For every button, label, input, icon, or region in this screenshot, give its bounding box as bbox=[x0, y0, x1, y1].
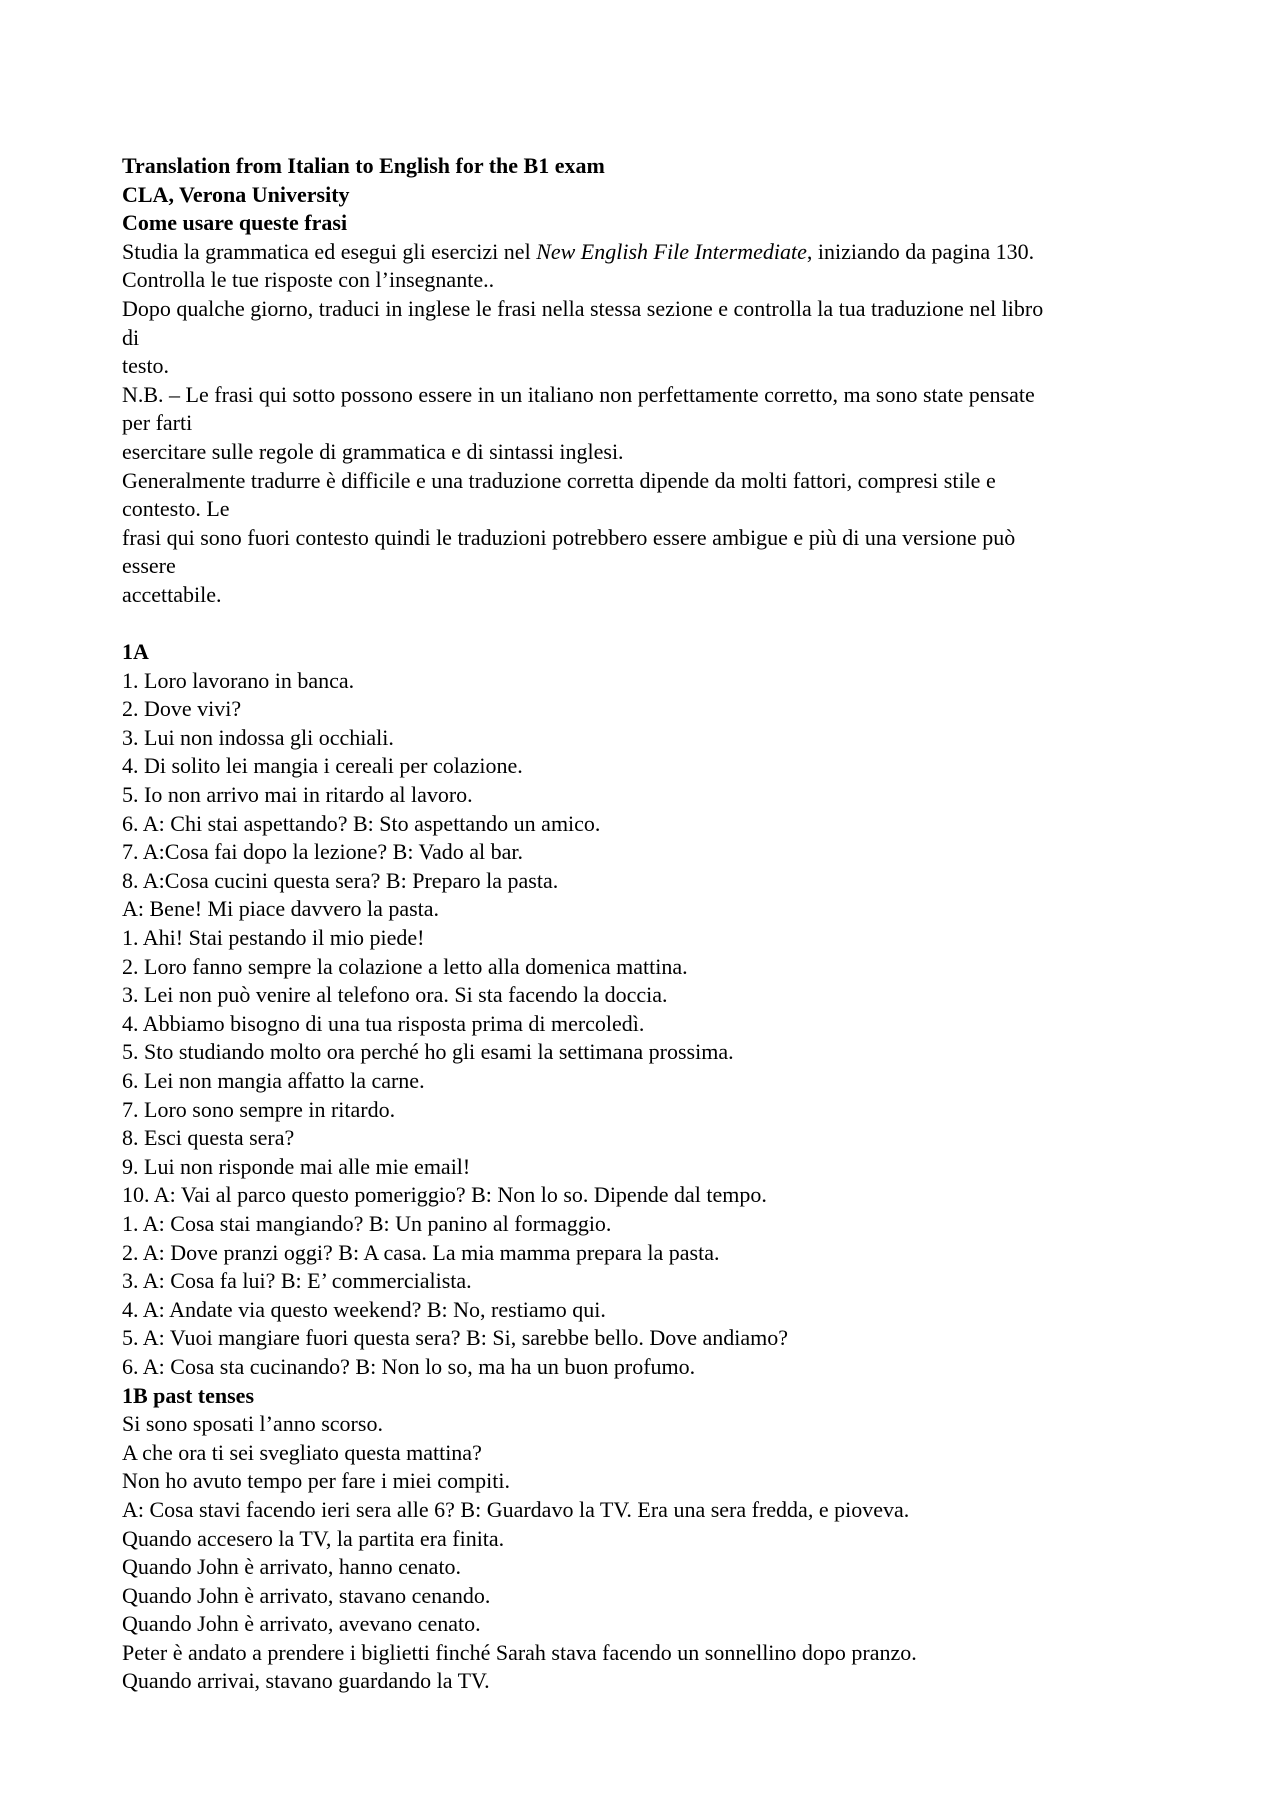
sentence-line: 6. A: Cosa sta cucinando? B: Non lo so, ma ha un buon profumo. bbox=[122, 1353, 696, 1379]
instruction-line: per farti bbox=[122, 410, 193, 436]
sentence-line: 5. Sto studiando molto ora perché ho gli esami la settimana prossima. bbox=[122, 1039, 734, 1065]
institution-name: CLA, Verona University bbox=[122, 181, 350, 207]
instruction-line: N.B. – Le frasi qui sotto possono essere in un italiano non perfettamente corretto, ma sono state pensate bbox=[122, 381, 1035, 407]
document-title: Translation from Italian to English for the B1 exam bbox=[122, 153, 605, 178]
document-page bbox=[122, 152, 1222, 1696]
sentence-list-1a bbox=[122, 667, 1222, 1382]
section-heading-1b: 1B past tenses bbox=[122, 1382, 255, 1408]
sentence-line: 5. A: Vuoi mangiare fuori questa sera? B: Si, sarebbe bello. Dove andiamo? bbox=[122, 1325, 789, 1351]
instructions-heading: Come usare queste frasi bbox=[122, 210, 348, 236]
sentence-line: 5. Io non arrivo mai in ritardo al lavoro. bbox=[122, 782, 473, 808]
instruction-line: testo. bbox=[122, 353, 170, 379]
book-title: New English File Intermediate bbox=[536, 238, 807, 264]
sentence-line: 1. Loro lavorano in banca. bbox=[122, 667, 355, 693]
sentence-line: 2. Loro fanno sempre la colazione a letto alla domenica mattina. bbox=[122, 953, 688, 979]
sentence-line: 4. Di solito lei mangia i cereali per colazione. bbox=[122, 753, 523, 779]
sentence-line: 9. Lui non risponde mai alle mie email! bbox=[122, 1153, 471, 1179]
sentence-line: Quando accesero la TV, la partita era finita. bbox=[122, 1525, 505, 1551]
instruction-line: contesto. Le bbox=[122, 496, 230, 522]
instruction-line: di bbox=[122, 324, 140, 350]
sentence-line: 4. A: Andate via questo weekend? B: No, restiamo qui. bbox=[122, 1296, 606, 1322]
section-heading-1a: 1A bbox=[122, 639, 149, 665]
sentence-line: 1. Ahi! Stai pestando il mio piede! bbox=[122, 925, 425, 951]
sentence-line: A: Bene! Mi piace davvero la pasta. bbox=[122, 896, 440, 922]
sentence-line: Non ho avuto tempo per fare i miei compiti. bbox=[122, 1468, 510, 1494]
sentence-line: A: Cosa stavi facendo ieri sera alle 6? B: Guardavo la TV. Era una sera fredda, e pioveva. bbox=[122, 1496, 910, 1522]
sentence-line: 3. Lui non indossa gli occhiali. bbox=[122, 724, 394, 750]
instruction-line: Controlla le tue risposte con l’insegnante.. bbox=[122, 267, 495, 293]
sentence-line: 6. Lei non mangia affatto la carne. bbox=[122, 1068, 425, 1093]
sentence-line: Peter è andato a prendere i biglietti finché Sarah stava facendo un sonnellino dopo pranzo. bbox=[122, 1639, 917, 1665]
instruction-line: essere bbox=[122, 553, 176, 579]
sentence-line: 7. A:Cosa fai dopo la lezione? B: Vado al bar. bbox=[122, 839, 524, 865]
instruction-text: Studia la grammatica ed esegui gli esercizi nel bbox=[122, 238, 537, 264]
paragraph-spacer bbox=[122, 610, 1222, 639]
sentence-line: 3. A: Cosa fa lui? B: E’ commercialista. bbox=[122, 1268, 472, 1294]
sentence-line: Quando John è arrivato, stavano cenando. bbox=[122, 1582, 491, 1608]
sentence-line: Quando John è arrivato, avevano cenato. bbox=[122, 1611, 481, 1637]
sentence-line: 2. Dove vivi? bbox=[122, 696, 242, 722]
sentence-line: A che ora ti sei svegliato questa mattina? bbox=[122, 1439, 482, 1465]
instruction-line bbox=[122, 238, 1222, 267]
sentence-line: 6. A: Chi stai aspettando? B: Sto aspettando un amico. bbox=[122, 810, 601, 836]
instruction-line: Generalmente tradurre è difficile e una traduzione corretta dipende da molti fattori, compresi stile e bbox=[122, 467, 996, 493]
sentence-line: 8. A:Cosa cucini questa sera? B: Preparo la pasta. bbox=[122, 867, 559, 893]
sentence-line: 7. Loro sono sempre in ritardo. bbox=[122, 1096, 396, 1122]
instruction-line: esercitare sulle regole di grammatica e di sintassi inglesi. bbox=[122, 438, 624, 464]
sentence-line: 3. Lei non può venire al telefono ora. Si sta facendo la doccia. bbox=[122, 982, 668, 1008]
sentence-line: Si sono sposati l’anno scorso. bbox=[122, 1411, 383, 1437]
sentence-line: 8. Esci questa sera? bbox=[122, 1125, 295, 1151]
sentence-line: Quando John è arrivato, hanno cenato. bbox=[122, 1554, 462, 1580]
instruction-text: , iniziando da pagina 130. bbox=[806, 238, 1035, 264]
instruction-line: frasi qui sono fuori contesto quindi le traduzioni potrebbero essere ambigue e più di una versione può bbox=[122, 524, 1016, 550]
sentence-list-1b bbox=[122, 1410, 1222, 1696]
instruction-line: accettabile. bbox=[122, 581, 222, 607]
sentence-line: 1. A: Cosa stai mangiando? B: Un panino al formaggio. bbox=[122, 1210, 612, 1236]
sentence-line: 10. A: Vai al parco questo pomeriggio? B: Non lo so. Dipende dal tempo. bbox=[122, 1182, 767, 1208]
sentence-line: 4. Abbiamo bisogno di una tua risposta prima di mercoledì. bbox=[122, 1010, 645, 1036]
sentence-line: 2. A: Dove pranzi oggi? B: A casa. La mia mamma prepara la pasta. bbox=[122, 1239, 720, 1265]
sentence-line: Quando arrivai, stavano guardando la TV. bbox=[122, 1668, 490, 1694]
instruction-line: Dopo qualche giorno, traduci in inglese le frasi nella stessa sezione e controlla la tua traduzione nel libro bbox=[122, 295, 1044, 321]
